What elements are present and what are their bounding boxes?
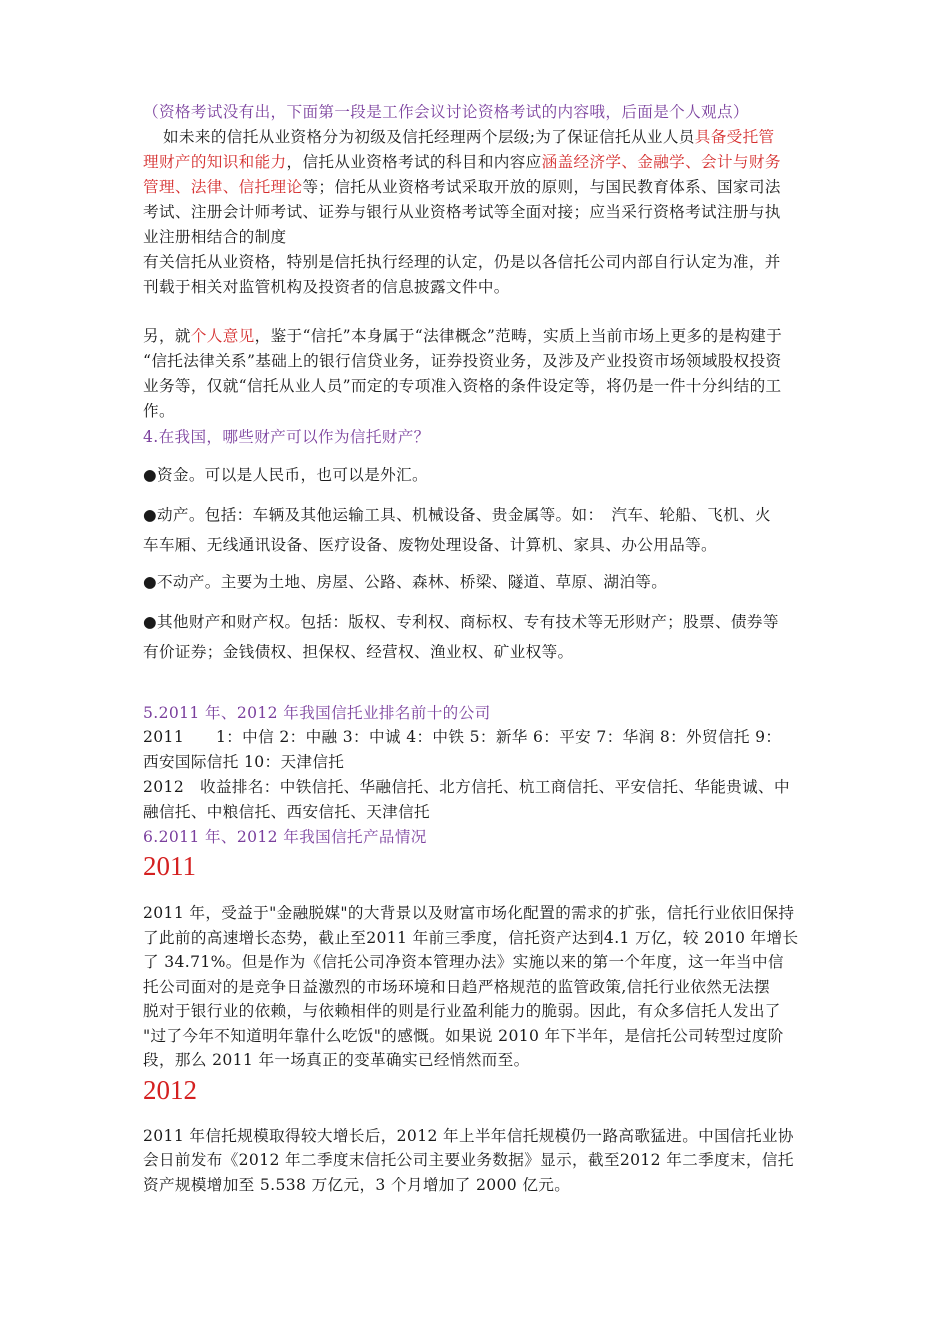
p3-line-2: “信托法律关系”基础上的银行信贷业务，证券投资业务，及涉及产业投资市场领域股权投资 bbox=[143, 352, 782, 370]
bullet-other-line-1: ●其他财产和财产权。包括：版权、专利权、商标权、专有技术等无形财产；股票、债券等 bbox=[143, 613, 779, 631]
p1-line-2 bbox=[143, 152, 781, 172]
p1-text: 如未来的信托从业资格分为初级及信托经理两个层级;为了保证信托从业人员 bbox=[163, 128, 695, 146]
year-2011-heading: 2011 bbox=[143, 851, 196, 881]
p1-text: ，信托从业资格考试的科目和内容应 bbox=[286, 153, 542, 171]
p2-line-1: 有关信托从业资格，特别是信托执行经理的认定，仍是以各信托公司内部自行认定为准，并 bbox=[143, 253, 781, 271]
ranking-2012-line-1: 2012 收益排名：中铁信托、华融信托、北方信托、杭工商信托、平安信托、华能贵诚、中 bbox=[143, 778, 790, 796]
para-2012-line: 会日前发布《2012 年二季度末信托公司主要业务数据》显示，截至2012 年二季度末，信托 bbox=[143, 1151, 794, 1169]
para-2011-line: 2011 年，受益于"金融脱媒"的大背景以及财富市场化配置的需求的扩张，信托行业依旧保持 bbox=[143, 904, 795, 922]
bullet-funds: ●资金。可以是人民币，也可以是外汇。 bbox=[143, 466, 429, 484]
p1-text: 等；信托从业资格考试采取开放的原则，与国民教育体系、国家司法 bbox=[302, 178, 781, 196]
section-6-heading: 6.2011 年、2012 年我国信托产品情况 bbox=[143, 828, 427, 846]
ranking-2012-line-2: 融信托、中粮信托、西安信托、天津信托 bbox=[143, 803, 430, 821]
bullet-movables-line-1: ●动产。包括：车辆及其他运输工具、机械设备、贵金属等。如： 汽车、轮船、飞机、火 bbox=[143, 506, 771, 524]
p1-highlight: 涵盖经济学、金融学、会计与财务 bbox=[541, 153, 781, 171]
bullet-real-estate: ●不动产。主要为土地、房屋、公路、森林、桥梁、隧道、草原、湖泊等。 bbox=[143, 573, 668, 591]
p3-text: ，鉴于“信托”本身属于“法律概念”范畴，实质上当前市场上更多的是构建于 bbox=[254, 327, 783, 345]
p3-line-3: 业务等，仅就“信托从业人员”而定的专项准入资格的条件设定等，将仍是一件十分纠结的工 bbox=[143, 377, 782, 395]
p1-line-4: 考试、注册会计师考试、证券与银行从业资格考试等全面对接；应当采行资格考试注册与执 bbox=[143, 203, 781, 221]
p3-highlight: 个人意见 bbox=[190, 327, 255, 345]
p3-text: 另，就 bbox=[143, 327, 191, 345]
exam-notice: （资格考试没有出，下面第一段是工作会议讨论资格考试的内容哦，后面是个人观点） bbox=[143, 103, 749, 121]
p1-highlight: 具备受托管 bbox=[694, 128, 775, 146]
section-5-heading: 5.2011 年、2012 年我国信托业排名前十的公司 bbox=[143, 704, 491, 722]
p3-line-4: 作。 bbox=[143, 402, 175, 420]
para-2012-line: 2011 年信托规模取得较大增长后，2012 年上半年信托规模仍一路高歌猛进。中国信托业协 bbox=[143, 1127, 794, 1145]
para-2012-line: 资产规模增加至 5.538 万亿元，3 个月增加了 2000 亿元。 bbox=[143, 1176, 571, 1194]
p2-line-2: 刊载于相关对监管机构及投资者的信息披露文件中。 bbox=[143, 278, 510, 296]
para-2011-line: 了 34.71%。但是作为《信托公司净资本管理办法》实施以来的第一个年度，这一年当中信 bbox=[143, 953, 784, 971]
p1-line-1 bbox=[163, 127, 774, 147]
para-2011-line: 脱对于银行业的依赖，与依赖相伴的则是行业盈利能力的脆弱。因此，有众多信托人发出了 bbox=[143, 1002, 781, 1020]
section-4-heading: 4.在我国，哪些财产可以作为信托财产？ bbox=[143, 428, 430, 446]
p1-highlight: 理财产的知识和能力 bbox=[143, 153, 287, 171]
bullet-movables-line-2: 车车厢、无线通讯设备、医疗设备、废物处理设备、计算机、家具、办公用品等。 bbox=[143, 536, 717, 554]
para-2011-line: 托公司面对的是竞争日益激烈的市场环境和日趋严格规范的监管政策,信托行业依然无法摆 bbox=[143, 978, 771, 996]
ranking-2011-line-1: 2011 1：中信 2：中融 3：中诚 4：中铁 5：新华 6：平安 7：华润 8：外贸信托 9： bbox=[143, 728, 782, 746]
ranking-2011-line-2: 西安国际信托 10：天津信托 bbox=[143, 753, 345, 771]
p1-line-5: 业注册相结合的制度 bbox=[143, 228, 287, 246]
p1-highlight: 管理、法律、信托理论 bbox=[143, 178, 303, 196]
bullet-other-line-2: 有价证券；金钱债权、担保权、经营权、渔业权、矿业权等。 bbox=[143, 643, 574, 661]
p3-line-1 bbox=[143, 326, 782, 346]
para-2011-line: 段，那么 2011 年一场真正的变革确实已经悄然而至。 bbox=[143, 1051, 530, 1069]
year-2012-heading: 2012 bbox=[143, 1075, 197, 1105]
para-2011-line: 了此前的高速增长态势，截止至2011 年前三季度，信托资产达到4.1 万亿，较 2010 年增长 bbox=[143, 929, 799, 947]
para-2011-line: "过了今年不知道明年靠什么吃饭"的感慨。如果说 2010 年下半年，是信托公司转型过度阶 bbox=[143, 1027, 784, 1045]
p1-line-3 bbox=[143, 177, 781, 197]
